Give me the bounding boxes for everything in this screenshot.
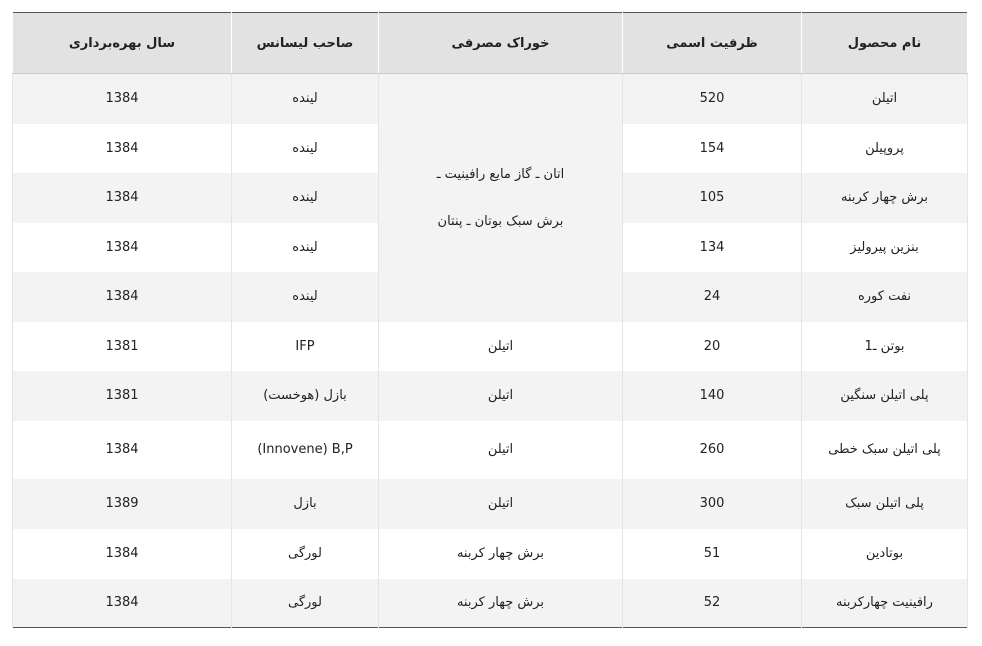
table-row <box>13 74 968 124</box>
cell-year: 1384 <box>13 272 232 322</box>
header-row <box>13 13 968 74</box>
cell-capacity: 300 <box>623 479 802 529</box>
cell-year: 1384 <box>13 173 232 223</box>
cell-licensor: (Innovene) B,P <box>232 421 379 479</box>
header-year: سال بهره‌برداری <box>13 13 232 74</box>
cell-capacity: 134 <box>623 223 802 272</box>
cell-capacity: 140 <box>623 371 802 421</box>
cell-capacity: 24 <box>623 272 802 322</box>
cell-year: 1384 <box>13 529 232 579</box>
table-row <box>13 529 968 579</box>
table-row <box>13 479 968 529</box>
cell-licensor: لورگی <box>232 529 379 579</box>
cell-capacity: 51 <box>623 529 802 579</box>
header-feed: خوراک مصرفی <box>379 13 623 74</box>
cell-year: 1384 <box>13 579 232 628</box>
cell-capacity: 520 <box>623 74 802 124</box>
cell-product: بنزین پیرولیز <box>802 223 968 272</box>
cell-capacity: 52 <box>623 579 802 628</box>
table-row <box>13 322 968 371</box>
cell-licensor: بازل (هوخست) <box>232 371 379 421</box>
cell-year: 1384 <box>13 223 232 272</box>
table-row <box>13 421 968 479</box>
cell-year: 1381 <box>13 371 232 421</box>
cell-licensor: لینده <box>232 223 379 272</box>
cell-year: 1389 <box>13 479 232 529</box>
cell-product: رافینیت چهارکربنه <box>802 579 968 628</box>
feed-line: اتان ـ گاز مایع رافینیت ـ <box>436 166 565 182</box>
cell-capacity: 154 <box>623 124 802 173</box>
cell-capacity: 20 <box>623 322 802 371</box>
cell-licensor: IFP <box>232 322 379 371</box>
cell-feed: اتیلن <box>379 421 623 479</box>
cell-product: بوتن ـ1 <box>802 322 968 371</box>
cell-capacity: 105 <box>623 173 802 223</box>
cell-licensor: لینده <box>232 173 379 223</box>
cell-feed: اتیلن <box>379 371 623 421</box>
cell-capacity: 260 <box>623 421 802 479</box>
cell-product: بوتادین <box>802 529 968 579</box>
cell-product: نفت کوره <box>802 272 968 322</box>
cell-product: پروپیلن <box>802 124 968 173</box>
feed-line: برش سبک بوتان ـ پنتان <box>437 213 564 229</box>
products-table <box>12 12 968 628</box>
cell-feed: برش چهار کربنه <box>379 529 623 579</box>
cell-product: برش چهار کربنه <box>802 173 968 223</box>
cell-feed: اتیلن <box>379 322 623 371</box>
cell-feed: برش چهار کربنه <box>379 579 623 628</box>
cell-licensor: لورگی <box>232 579 379 628</box>
header-licensor: صاحب لیسانس <box>232 13 379 74</box>
cell-year: 1381 <box>13 322 232 371</box>
cell-product: پلی اتیلن سبک خطی <box>802 421 968 479</box>
cell-feed-merged <box>379 74 623 322</box>
header-capacity: ظرفیت اسمی <box>623 13 802 74</box>
cell-year: 1384 <box>13 124 232 173</box>
cell-product: پلی اتیلن سبک <box>802 479 968 529</box>
header-product: نام محصول <box>802 13 968 74</box>
cell-product: پلی اتیلن سنگین <box>802 371 968 421</box>
cell-year: 1384 <box>13 74 232 124</box>
cell-product: اتیلن <box>802 74 968 124</box>
table-row <box>13 579 968 628</box>
cell-licensor: لینده <box>232 272 379 322</box>
table-row <box>13 371 968 421</box>
cell-licensor: لینده <box>232 124 379 173</box>
cell-year: 1384 <box>13 421 232 479</box>
cell-feed: اتیلن <box>379 479 623 529</box>
cell-licensor: بازل <box>232 479 379 529</box>
cell-licensor: لینده <box>232 74 379 124</box>
